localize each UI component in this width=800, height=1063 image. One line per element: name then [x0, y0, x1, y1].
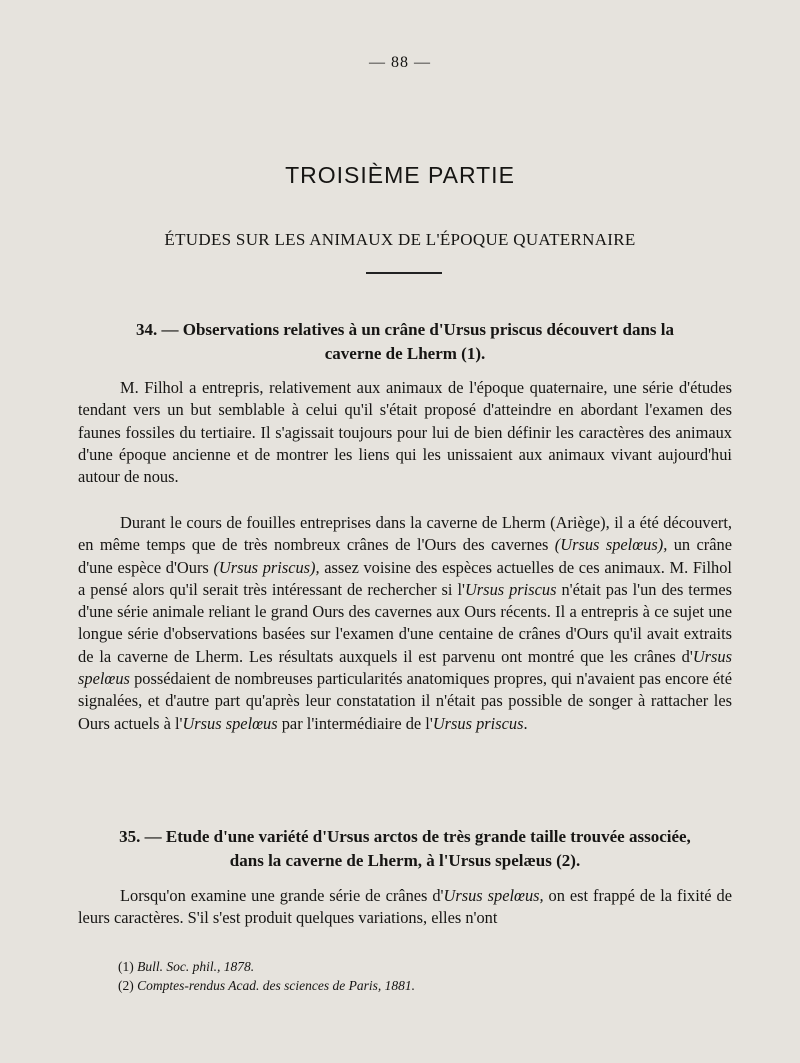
section-35-heading: [78, 825, 732, 873]
italic-taxon: Ursus spelœus,: [443, 886, 544, 905]
section-35-heading-line2: dans la caverne de Lherm, à l'Ursus spelæus (2).: [229, 851, 581, 870]
footnote-2-text: Comptes-rendus Acad. des sciences de Paris, 1881.: [137, 978, 415, 993]
text-run: un crâne d'une espèce d'Ours: [78, 535, 732, 577]
italic-taxon: Ursus priscus: [432, 713, 524, 733]
italic-taxon: (Ursus spelœus),: [554, 535, 668, 555]
section-34-heading: [78, 318, 732, 366]
italic-taxon: (Ursus priscus),: [213, 557, 320, 577]
footnote-2-number: (2): [118, 978, 134, 993]
text-run: .: [523, 713, 528, 733]
section-34-heading-line2: caverne de Lherm (1).: [324, 344, 486, 363]
italic-taxon: Ursus spelœus: [182, 713, 278, 733]
text-run: Durant le cours de fouilles entreprises dans la caverne de Lherm (Ariège), il a été découvert, en même temps que de très nombreux crânes de l'Ours des cavernes: [78, 513, 732, 555]
page-number: — 88 —: [369, 54, 431, 71]
section-35-paragraph-1: [78, 885, 732, 930]
section-34-paragraph-2: [78, 512, 732, 735]
italic-taxon: Ursus priscus: [464, 579, 557, 599]
title-divider: [366, 272, 442, 274]
section-34-heading-line1: 34. — Observations relatives à un crâne d'Ursus priscus découvert dans la: [135, 320, 675, 339]
part-subtitle: ÉTUDES SUR LES ANIMAUX DE L'ÉPOQUE QUATERNAIRE: [164, 230, 636, 249]
footnote-1: [118, 958, 254, 976]
section-34-paragraph-1: M. Filhol a entrepris, relativement aux animaux de l'époque quaternaire, une série d'études tendant vers un but semblable à celui qu'il s'était proposé d'atteindre en abordant l'examen des faunes fossiles du tertiaire. Il s'agissait toujours pour lui de bien définir les caractères des animaux d'une époque ancienne et de montrer les liens qui les unissaient aux animaux vivant aujourd'hui autour de nous.: [78, 378, 732, 487]
section-35-heading-line1: 35. — Etude d'une variété d'Ursus arctos de très grande taille trouvée associée,: [119, 827, 691, 846]
footnote-1-number: (1): [118, 959, 134, 974]
text-run: Lorsqu'on examine une grande série de crânes d': [120, 886, 444, 905]
footnote-1-text: Bull. Soc. phil., 1878.: [137, 959, 255, 974]
text-run: n'était pas l'un des termes d'une série animale reliant le grand Ours des cavernes aux Ours récents. Il a entrepris à ce sujet une longue série d'observations basées sur l'examen d'une centaine de crânes d'Ours qu'il avait extraits de la caverne de Lherm. Les résultats auxquels il est parvenu ont montré que les crânes d': [78, 579, 732, 666]
footnote-2: [118, 977, 415, 995]
text-run: on est frappé de la fixité de leurs caractères. S'il s'est produit quelques variations, elles n'ont: [78, 886, 732, 928]
text-run: possédaient de nombreuses particularités anatomiques propres, qui n'avaient pas encore été signalées, et d'autre part qu'après leur constatation il n'était pas possible de songer à rattacher les Ours actuels à l': [78, 669, 732, 733]
text-run: par l'intermédiaire de l': [277, 713, 433, 733]
part-title: TROISIÈME PARTIE: [285, 162, 515, 188]
italic-taxon: Ursus spelœus: [78, 646, 732, 689]
text-run: assez voisine des espèces actuelles de ces animaux. M. Filhol a pensé alors qu'il serait très intéressant de rechercher si l': [78, 557, 732, 599]
